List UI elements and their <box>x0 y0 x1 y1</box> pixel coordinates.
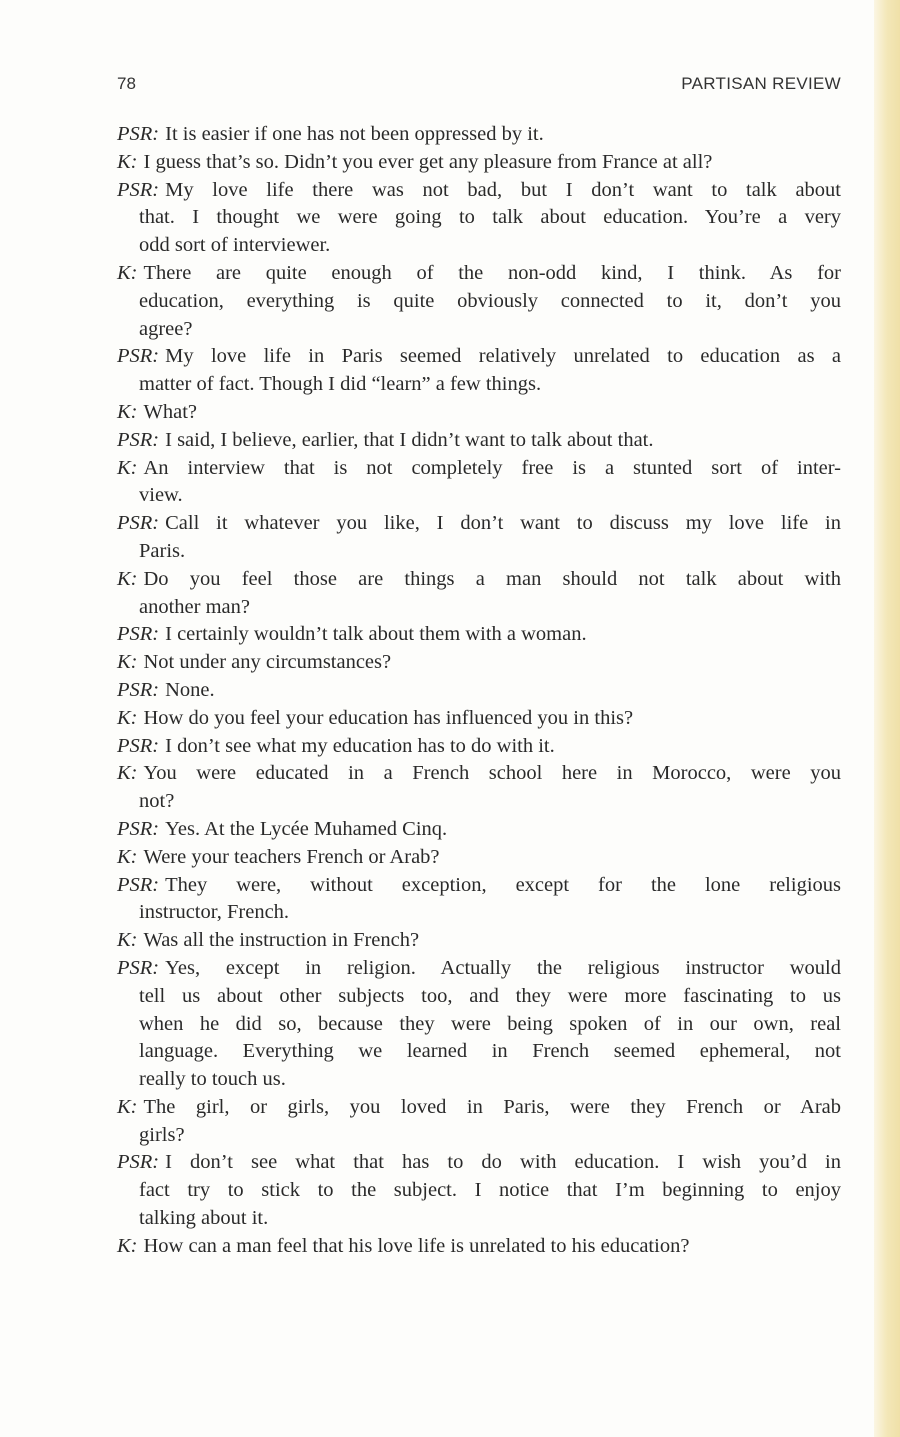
text-line <box>117 705 841 733</box>
dialogue-exchange <box>117 566 841 622</box>
dialogue-exchange <box>117 455 841 511</box>
speaker-label: PSR: <box>117 345 160 368</box>
line-text: An interview that is not completely free is a stunted sort of inter- <box>143 456 841 479</box>
speaker-label: PSR: <box>117 123 160 145</box>
text-line <box>117 232 841 260</box>
text-line <box>117 510 841 538</box>
dialogue-exchange <box>117 760 841 816</box>
speaker-label: K: <box>117 1095 138 1118</box>
text-line <box>117 455 841 483</box>
dialogue-exchange <box>117 510 841 566</box>
line-text: Call it whatever you like, I don’t want to discuss my love life in <box>165 512 841 535</box>
text-line <box>117 288 841 316</box>
running-header <box>117 74 841 98</box>
text-line <box>117 343 841 371</box>
text-line <box>117 927 841 955</box>
line-text: tell us about other subjects too, and they were more fascinating to us <box>139 984 841 1007</box>
text-line <box>117 621 841 649</box>
text-line <box>117 1177 841 1205</box>
line-text: I said, I believe, earlier, that I didn’t want to talk about that. <box>165 428 654 451</box>
line-text: None. <box>165 678 215 701</box>
dialogue-exchange <box>117 677 841 705</box>
line-text: How can a man feel that his love life is unrelated to his education? <box>143 1234 690 1257</box>
text-line <box>117 1149 841 1177</box>
line-text: really to touch us. <box>139 1068 286 1091</box>
text-line <box>117 844 841 872</box>
line-text: My love life in Paris seemed relatively unrelated to education as a <box>165 345 841 368</box>
speaker-label: PSR: <box>117 873 160 896</box>
speaker-label: K: <box>117 762 138 785</box>
interview-text <box>117 121 841 1261</box>
speaker-label: PSR: <box>117 428 160 451</box>
text-line <box>117 538 841 566</box>
dialogue-exchange <box>117 399 841 427</box>
dialogue-exchange <box>117 149 841 177</box>
line-text: They were, without exception, except for the lone religious <box>165 873 841 896</box>
text-line <box>117 760 841 788</box>
dialogue-exchange <box>117 260 841 343</box>
line-text: Were your teachers French or Arab? <box>143 845 440 868</box>
line-text: Do you feel those are things a man should not talk about with <box>143 567 841 590</box>
line-text: fact try to stick to the subject. I notice that I’m beginning to enjoy <box>139 1179 841 1202</box>
speaker-label: K: <box>117 1234 138 1257</box>
text-line <box>117 955 841 983</box>
line-text: odd sort of interviewer. <box>139 234 331 257</box>
line-text: when he did so, because they were being spoken of in our own, real <box>139 1012 841 1035</box>
dialogue-exchange <box>117 427 841 455</box>
speaker-label: PSR: <box>117 512 160 535</box>
speaker-label: K: <box>117 929 138 952</box>
text-line <box>117 649 841 677</box>
dialogue-exchange <box>117 1233 841 1261</box>
line-text: I certainly wouldn’t talk about them with a woman. <box>165 623 587 646</box>
page-number: 78 <box>117 74 136 93</box>
text-line <box>117 260 841 288</box>
text-line <box>117 816 841 844</box>
line-text: language. Everything we learned in French seemed ephemeral, not <box>139 1040 841 1063</box>
speaker-label: PSR: <box>117 678 160 701</box>
line-text: view. <box>139 484 183 507</box>
speaker-label: PSR: <box>117 817 160 840</box>
text-line <box>117 427 841 455</box>
text-line <box>117 733 841 761</box>
dialogue-exchange <box>117 1149 841 1232</box>
line-text: not? <box>139 790 175 813</box>
page-edge <box>874 0 900 1437</box>
line-text: I guess that’s so. Didn’t you ever get any pleasure from France at all? <box>143 150 713 173</box>
text-line <box>117 204 841 232</box>
line-text: education, everything is quite obviously connected to it, don’t you <box>139 289 841 312</box>
dialogue-exchange <box>117 733 841 761</box>
text-line <box>117 121 841 149</box>
speaker-label: K: <box>117 567 138 590</box>
speaker-label: K: <box>117 456 138 479</box>
speaker-label: K: <box>117 400 138 423</box>
line-text: another man? <box>139 595 250 618</box>
line-text: matter of fact. Though I did “learn” a few things. <box>139 373 542 396</box>
dialogue-exchange <box>117 927 841 955</box>
line-text: Yes, except in religion. Actually the religious instructor would <box>165 956 841 979</box>
text-line <box>117 899 841 927</box>
speaker-label: K: <box>117 706 138 729</box>
dialogue-exchange <box>117 872 841 928</box>
line-text: It is easier if one has not been oppressed by it. <box>165 123 544 145</box>
line-text: that. I thought we were going to talk about education. You’re a very <box>139 206 841 229</box>
dialogue-exchange <box>117 343 841 399</box>
dialogue-exchange <box>117 955 841 1094</box>
line-text: What? <box>143 400 197 423</box>
text-line <box>117 399 841 427</box>
text-line <box>117 983 841 1011</box>
text-line <box>117 1011 841 1039</box>
speaker-label: K: <box>117 261 138 284</box>
line-text: I don’t see what that has to do with education. I wish you’d in <box>165 1151 841 1174</box>
text-line <box>117 677 841 705</box>
text-line <box>117 872 841 900</box>
dialogue-exchange <box>117 121 841 149</box>
text-line <box>117 1066 841 1094</box>
speaker-label: PSR: <box>117 178 160 201</box>
dialogue-exchange <box>117 621 841 649</box>
text-line <box>117 1205 841 1233</box>
text-line <box>117 482 841 510</box>
line-text: talking about it. <box>139 1207 269 1230</box>
dialogue-exchange <box>117 844 841 872</box>
text-line <box>117 1122 841 1150</box>
text-line <box>117 316 841 344</box>
line-text: Yes. At the Lycée Muhamed Cinq. <box>165 817 448 840</box>
line-text: I don’t see what my education has to do with it. <box>165 734 555 757</box>
text-line <box>117 1094 841 1122</box>
line-text: Paris. <box>139 539 186 562</box>
speaker-label: PSR: <box>117 1151 160 1174</box>
line-text: The girl, or girls, you loved in Paris, were they French or Arab <box>143 1095 841 1118</box>
line-text: My love life there was not bad, but I don’t want to talk about <box>165 178 841 201</box>
line-text: You were educated in a French school here in Morocco, were you <box>143 762 841 785</box>
speaker-label: K: <box>117 651 138 674</box>
line-text: instructor, French. <box>139 901 290 924</box>
line-text: How do you feel your education has influenced you in this? <box>143 706 634 729</box>
dialogue-exchange <box>117 649 841 677</box>
speaker-label: K: <box>117 150 138 173</box>
text-line <box>117 149 841 177</box>
speaker-label: PSR: <box>117 623 160 646</box>
line-text: There are quite enough of the non-odd kind, I think. As for <box>143 261 841 284</box>
speaker-label: PSR: <box>117 734 160 757</box>
line-text: Was all the instruction in French? <box>143 929 420 952</box>
text-line <box>117 788 841 816</box>
text-line <box>117 371 841 399</box>
text-line <box>117 177 841 205</box>
dialogue-exchange <box>117 816 841 844</box>
speaker-label: PSR: <box>117 956 160 979</box>
line-text: agree? <box>139 317 193 340</box>
text-line <box>117 1233 841 1261</box>
speaker-label: K: <box>117 845 138 868</box>
text-line <box>117 566 841 594</box>
text-line <box>117 1038 841 1066</box>
dialogue-exchange <box>117 705 841 733</box>
line-text: girls? <box>139 1123 185 1146</box>
line-text: Not under any circumstances? <box>143 651 392 674</box>
dialogue-exchange <box>117 1094 841 1150</box>
journal-title: PARTISAN REVIEW <box>681 74 841 93</box>
dialogue-exchange <box>117 177 841 260</box>
text-line <box>117 594 841 622</box>
